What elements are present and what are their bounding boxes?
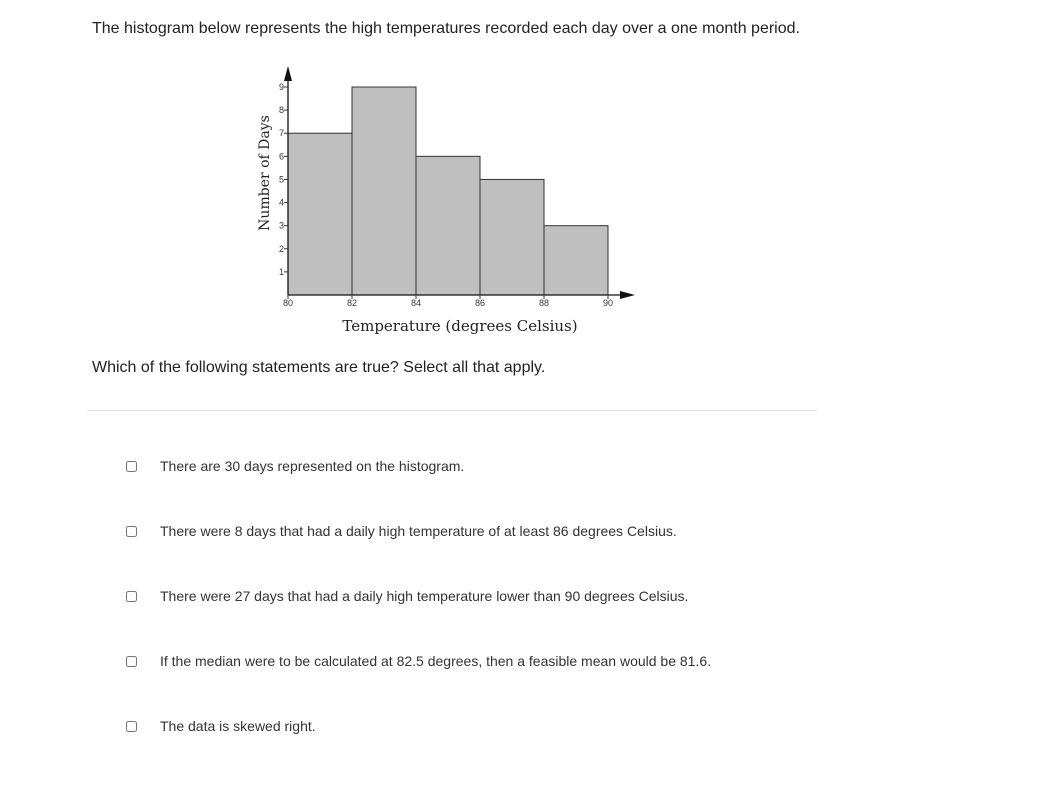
option-4[interactable] <box>126 651 712 671</box>
x-tick-label: 84 <box>410 298 422 308</box>
option-1-checkbox[interactable] <box>126 461 137 472</box>
y-tick-label: 3 <box>278 220 284 231</box>
y-tick-label: 7 <box>278 128 284 139</box>
x-tick-label: 90 <box>602 298 614 308</box>
option-2-label: There were 8 days that had a daily high temperature of at least 86 degrees Celsius. <box>160 523 677 539</box>
question-text: The histogram below represents the high temperatures recorded each day over a one month period. <box>92 20 800 37</box>
y-tick-label: 9 <box>278 82 284 92</box>
y-tick-label: 5 <box>278 174 284 185</box>
y-tick-label: 2 <box>278 243 284 254</box>
option-3[interactable] <box>126 586 689 606</box>
option-5-label: The data is skewed right. <box>160 718 316 734</box>
option-4-checkbox[interactable] <box>126 656 137 667</box>
x-tick-label: 80 <box>282 298 294 308</box>
y-tick-label: 4 <box>278 197 284 208</box>
select-all-prompt: Which of the following statements are true? Select all that apply. <box>92 359 546 376</box>
option-5-checkbox[interactable] <box>126 721 137 732</box>
y-tick-label: 6 <box>278 151 284 162</box>
option-4-label: If the median were to be calculated at 82.5 degrees, then a feasible mean would be 81.6. <box>160 653 712 669</box>
x-tick-label: 86 <box>474 298 486 308</box>
option-5[interactable] <box>126 716 316 736</box>
option-2-checkbox[interactable] <box>126 526 137 537</box>
option-1-label: There are 30 days represented on the histogram. <box>160 458 465 474</box>
x-axis-title: Temperature (degrees Celsius) <box>342 317 578 335</box>
option-1[interactable] <box>126 456 465 476</box>
histogram-bar <box>416 156 480 295</box>
histogram-bar <box>352 87 416 295</box>
x-tick-label: 88 <box>538 298 550 308</box>
y-axis-arrow <box>284 66 292 81</box>
histogram-bar <box>480 179 544 295</box>
histogram-bar <box>288 133 352 295</box>
y-tick-label: 8 <box>278 105 284 116</box>
x-axis-arrow <box>620 291 635 299</box>
x-tick-label: 82 <box>346 298 358 308</box>
histogram-chart <box>240 60 660 345</box>
bars-layer <box>288 87 608 295</box>
y-tick-label: 1 <box>278 266 284 277</box>
divider <box>87 410 817 411</box>
histogram-bar <box>544 226 608 295</box>
y-axis-title: Number of Days <box>257 115 273 231</box>
option-3-checkbox[interactable] <box>126 591 137 602</box>
option-2[interactable] <box>126 521 677 541</box>
option-3-label: There were 27 days that had a daily high temperature lower than 90 degrees Celsius. <box>160 588 689 604</box>
